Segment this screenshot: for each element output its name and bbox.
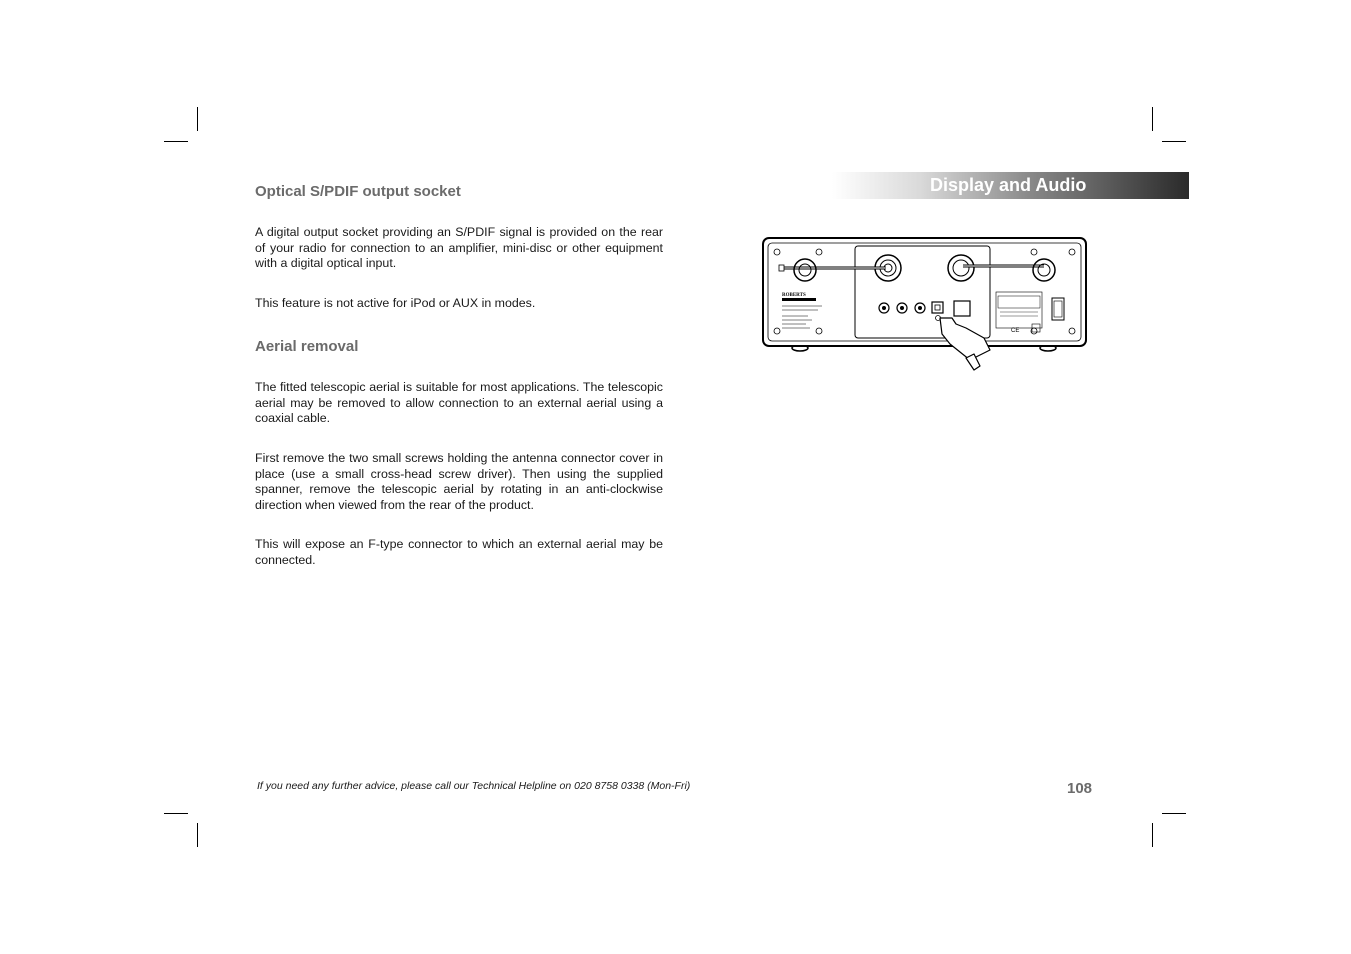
radio-rear-panel-illustration: [760, 234, 1090, 374]
paragraph-aerial-instructions: First remove the two small screws holding the antenna connector cover in place (use a small cross-head screw driver). Then using the supplied spanner, remove the telescopic aerial by rotating in an anti-clockwise direction when viewed from the rear of the product.: [255, 451, 663, 512]
paragraph-not-active-note: This feature is not active for iPod or AUX in modes.: [255, 296, 536, 310]
paragraph-optical-description: A digital output socket providing an S/PDIF signal is provided on the rear of your radio for connection to an amplifier, mini-disc or other equipment with a digital optical input.: [255, 225, 663, 271]
svg-text:CE: CE: [1011, 328, 1020, 334]
crop-mark: [197, 107, 198, 131]
crop-mark: [164, 813, 188, 814]
footer-helpline: If you need any further advice, please call our Technical Helpline on 020 8758 0338 (Mon-Fri): [257, 780, 691, 792]
section-title: Display and Audio: [930, 175, 1087, 195]
heading-aerial-removal: Aerial removal: [255, 338, 359, 355]
crop-mark: [1152, 823, 1153, 847]
crop-mark: [1162, 813, 1186, 814]
crop-mark: [164, 141, 188, 142]
brand-label: ROBERTS: [782, 293, 806, 298]
crop-mark: [197, 823, 198, 847]
page-number: 108: [1067, 780, 1093, 797]
paragraph-f-connector: This will expose an F-type connector to which an external aerial may be connected.: [255, 537, 663, 567]
heading-optical-output: Optical S/PDIF output socket: [255, 183, 461, 200]
crop-mark: [1152, 107, 1153, 131]
paragraph-aerial-description: The fitted telescopic aerial is suitable for most applications. The telescopic aerial may be removed to allow connection to an external aerial using a coaxial cable.: [255, 380, 663, 426]
crop-mark: [1162, 141, 1186, 142]
